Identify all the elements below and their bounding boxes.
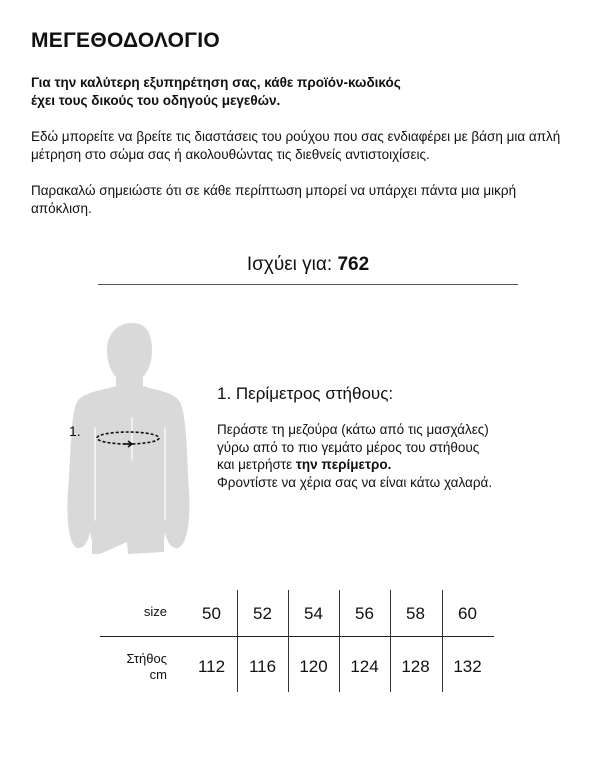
instruction-line-4: Φροντίστε να χέρια σας να είναι κάτω χαλαρά. <box>217 474 493 490</box>
chest-measure-title: 1. Περίμετρος στήθους: <box>217 384 394 403</box>
chest-measure-instructions <box>217 421 567 491</box>
chest-cm-cell: 112 <box>197 657 226 676</box>
chest-cm-cell: 120 <box>299 657 328 676</box>
intro-paragraph: Εδώ μπορείτε να βρείτε τις διαστάσεις του ρούχου που σας ενδιαφέρει με βάση μια απλή μέτρηση στο σώμα σας ή ακολουθώντας τις διεθνείς αντιστοιχίσεις. <box>31 129 561 162</box>
size-cell: 52 <box>253 604 272 623</box>
product-code: 762 <box>337 254 370 275</box>
deviation-note: Παρακαλώ σημειώστε ότι σε κάθε περίπτωση μπορεί να υπάρχει πάντα μια μικρή απόκλιση. <box>31 183 517 216</box>
size-cell: 54 <box>304 604 323 623</box>
instruction-line-3 <box>217 456 567 474</box>
heading-divider <box>98 284 518 285</box>
applies-to-heading <box>98 254 518 276</box>
page-title: ΜΕΓΕΘΟΔΟΛΟΓΙΟ <box>31 29 221 52</box>
applies-label: Ισχύει για: <box>246 254 333 275</box>
size-cell: 60 <box>458 604 477 623</box>
chest-row-label <box>100 651 167 683</box>
chest-cm-cell: 132 <box>453 657 482 676</box>
male-torso-silhouette-icon <box>66 320 198 560</box>
size-row-label: size <box>143 604 167 619</box>
chest-cm-cell: 116 <box>248 657 277 676</box>
chest-cm-cell: 128 <box>401 657 430 676</box>
intro-line-1: Για την καλύτερη εξυπηρέτηση σας, κάθε προϊόν-κωδικός <box>31 75 401 90</box>
instruction-line-1: Περάστε τη μεζούρα (κάτω από τις μασχάλες) <box>217 422 489 437</box>
chest-cm-cell: 124 <box>350 657 379 676</box>
chest-row-label-line1: Στήθος <box>126 651 167 666</box>
size-cell: 58 <box>406 604 425 623</box>
intro-bold-text <box>31 74 471 110</box>
instruction-line-3-prefix: και μετρήστε <box>217 457 293 472</box>
chest-row-label-line2: cm <box>149 667 167 682</box>
chest-marker-label: 1. <box>69 423 81 439</box>
instruction-line-3-bold: την περίμετρο. <box>295 457 392 472</box>
instruction-line-2: γύρω από το πιο γεμάτο μέρος του στήθους <box>217 439 480 455</box>
size-cell: 56 <box>355 604 374 623</box>
intro-line-2: έχει τους δικούς του οδηγούς μεγεθών. <box>31 93 281 108</box>
size-table <box>100 590 494 694</box>
size-cell: 50 <box>202 604 221 623</box>
table-divider <box>100 636 494 637</box>
